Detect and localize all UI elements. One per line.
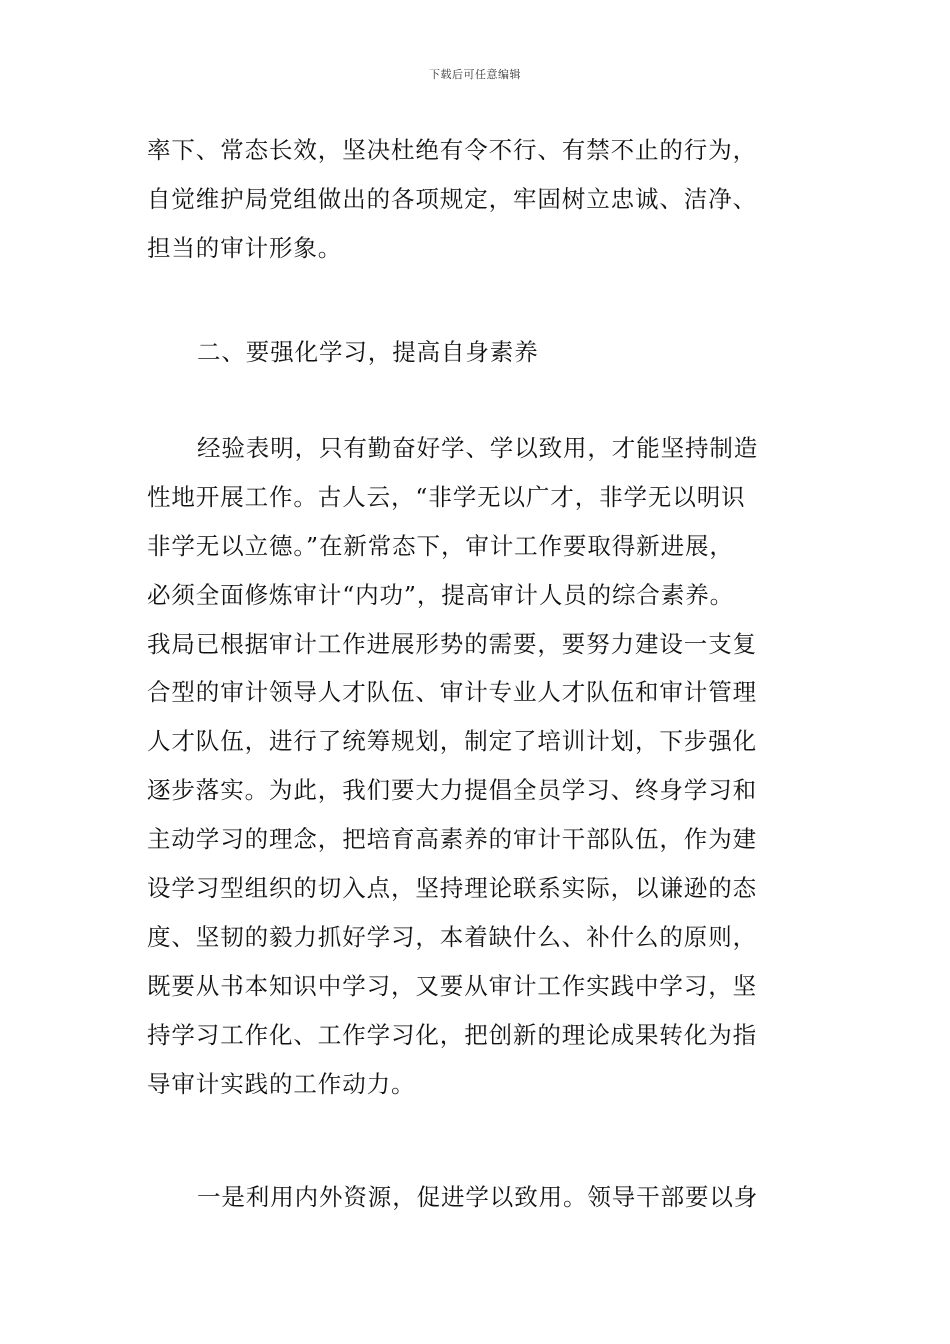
text-line: 逐步落实。为此，我们要大力提倡全员学习、终身学习和 — [147, 776, 757, 805]
text-line: 自觉维护局党组做出的各项规定，牢固树立忠诚、洁净、 — [147, 184, 757, 213]
section-heading-text: 二、要强化学习，提高自身素养 — [197, 338, 539, 366]
text-line: 我局已根据审计工作进展形势的需要，要努力建设一支复 — [147, 629, 757, 658]
text-line: 性地开展工作。古人云，“非学无以广才，非学无以明识 — [147, 482, 746, 511]
text-line: 主动学习的理念，把培育高素养的审计干部队伍，作为建 — [147, 825, 757, 854]
text-line: 人才队伍，进行了统筹规划，制定了培训计划，下步强化 — [147, 727, 757, 756]
text-line: 度、坚韧的毅力抓好学习，本着缺什么、补什么的原则， — [147, 922, 757, 951]
paragraph-learning — [147, 424, 811, 1108]
text-line: 必须全面修炼审计“内功”，提高审计人员的综合素养。 — [147, 580, 735, 609]
page-header-note: 下载后可任意编辑 — [429, 68, 521, 81]
text-line: 经验表明，只有勤奋好学、学以致用，才能坚持制造 — [197, 434, 759, 462]
text-line: 率下、常态长效，坚决杜绝有令不行、有禁不止的行为， — [147, 136, 757, 164]
text-line: 合型的审计领导人才队伍、审计专业人才队伍和审计管理 — [147, 678, 757, 707]
text-line: 既要从书本知识中学习，又要从审计工作实践中学习，坚 — [147, 971, 757, 1000]
paragraph-continuation — [147, 126, 811, 273]
text-line: 一是利用内外资源，促进学以致用。领导干部要以身 — [197, 1183, 759, 1211]
text-line: 持学习工作化、工作学习化，把创新的理论成果转化为指 — [147, 1020, 757, 1049]
text-line: 导审计实践的工作动力。 — [147, 1069, 416, 1098]
section-heading — [147, 328, 811, 377]
text-line: 担当的审计形象。 — [147, 233, 343, 262]
text-line: 非学无以立德。”在新常态下，审计工作要取得新进展， — [147, 531, 734, 560]
text-line: 设学习型组织的切入点，坚持理论联系实际，以谦逊的态 — [147, 874, 757, 903]
paragraph-first-point — [147, 1173, 811, 1222]
